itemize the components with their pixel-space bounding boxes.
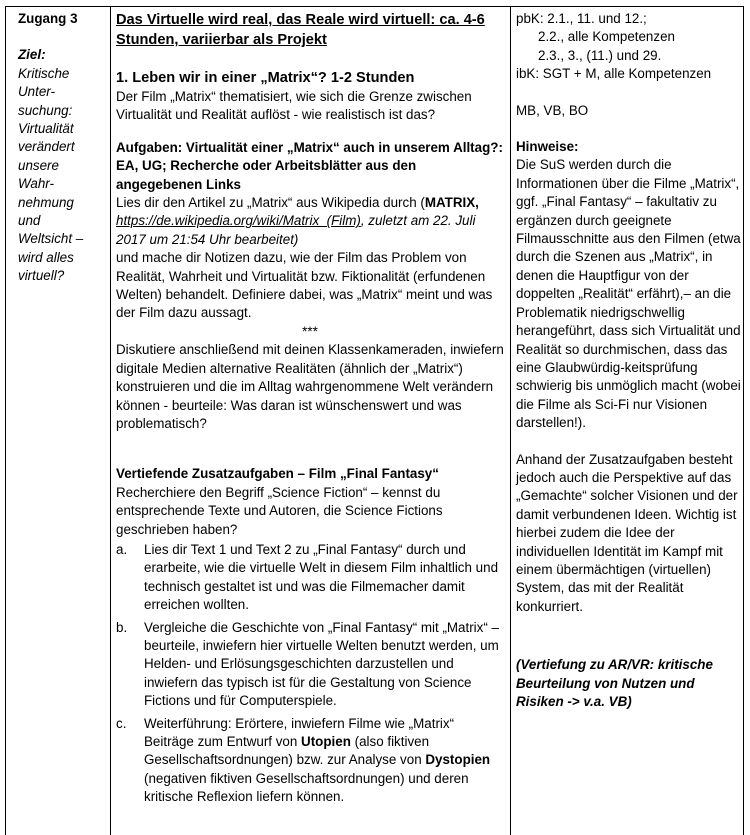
extra-task-list <box>116 541 504 807</box>
discussion-task: Diskutiere anschließend mit deinen Klassenkameraden, inwiefern digitale Medien alternative Realitäten (ähnlich der „Matrix“) konstruieren und die im Alltag wahrgenommene Welt verändern können - beurteile: Was daran ist wünschenswert und was problematisch? <box>116 342 504 431</box>
pbk-line-2: 2.2., alle Kompetenzen <box>538 29 675 45</box>
wikipedia-link[interactable]: https://de.wikipedia.org/wiki/Matrix_(Film) <box>116 213 361 229</box>
list-marker: b. <box>116 619 128 635</box>
hinweise-label: Hinweise: <box>516 139 579 155</box>
column-divider-1 <box>110 6 111 835</box>
task-read-rest: und mache dir Notizen dazu, wie der Film das Problem von Realität, Wahrheit und Virtualität bzw. Fiktionalität (erfundenen Welten) behandelt. Definiere dabei, was „Matrix“ meint und was der Film dazu aussagt. <box>116 250 493 321</box>
list-item <box>116 715 504 807</box>
section-1-intro: Der Film „Matrix“ thematisiert, wie sich die Grenze zwischen Virtualität und Realität auflöst - wie realistisch ist das? <box>116 89 472 123</box>
section-1-heading: 1. Leben wir in einer „Matrix“? 1-2 Stunden <box>116 70 415 86</box>
zugang-label: Zugang 3 <box>18 11 78 26</box>
ziel-line: und <box>18 213 41 229</box>
table-top-border <box>5 6 743 7</box>
task-read-prefix: Lies dir den Artikel zu „Matrix“ aus Wikipedia durch ( <box>116 195 425 211</box>
ibk-line: ibK: SGT + M, alle Kompetenzen <box>516 66 712 82</box>
list-item-text: Lies dir Text 1 und Text 2 zu „Final Fantasy“ durch und erarbeite, wie die virtuelle Welt in diesem Film inhaltlich und technisch gestaltet ist und was die Filmemacher damit erreichen wollten. <box>144 541 499 613</box>
vertiefung-note: (Vertiefung zu AR/VR: kritische Beurteilung von Nutzen und Risiken -> v.a. VB) <box>516 657 713 709</box>
dystopien-term: Dystopien <box>425 752 491 768</box>
ziel-line: Virtualität <box>18 121 74 137</box>
list-marker: a. <box>116 541 128 557</box>
list-item <box>116 619 504 711</box>
ziel-line: virtuell? <box>18 268 65 284</box>
zusatz-text: Anhand der Zusatzaufgaben besteht jedoch auch die Perspektive auf das „Gemachte“ solcher Visionen und der damit verbundenen Ideen. Wichtig ist hierbei zudem die Idee der individuellen Identität im Kampf mit einem übermächtigen (virtuellen) System, das mit der Realität konkurriert. <box>516 451 738 614</box>
table-right-border <box>743 6 744 835</box>
ziel-line: wird alles <box>18 249 74 265</box>
task-read-wikipedia <box>116 194 504 249</box>
separator: *** <box>302 323 318 339</box>
ziel-line: Wahr- <box>18 176 54 192</box>
ziel-line: Weltsicht – <box>18 231 84 247</box>
task-read-date: , zuletzt am 22. Juli 2017 um 21:54 Uhr bearbeitet) <box>116 213 476 247</box>
list-item <box>116 541 504 615</box>
list-marker: c. <box>116 715 127 731</box>
column-content <box>116 10 504 807</box>
ziel-line: suchung: <box>18 102 73 118</box>
pbk-line-1: pbK: 2.1., 11. und 12.; <box>516 11 647 26</box>
ziel-line: nehmung <box>18 194 74 210</box>
item-c-part3: (negativen fiktiven Gesellschaftsordnungen) und deren kritische Reflexion liefern können. <box>144 770 469 805</box>
subject-codes: MB, VB, BO <box>516 102 589 118</box>
item-c-part2: (also fiktiven Gesellschaftsordnungen) bzw. zur Analyse von <box>144 734 430 768</box>
tasks-heading: Aufgaben: Virtualität einer „Matrix“ auch in unserem Alltag?: EA, UG; Recherche oder Arbeitsblätter aus den angegebenen Links <box>116 139 503 192</box>
ziel-line: Unter- <box>18 84 55 100</box>
extra-intro: Recherchiere den Begriff „Science Fiction“ – kennst du entsprechende Texte und Autoren, die Science Fictions geschrieben haben? <box>116 484 443 537</box>
title-line-2: Stunden, variierbar als Projekt <box>116 32 327 48</box>
table-left-border <box>5 6 6 835</box>
ziel-line: verändert <box>18 139 75 155</box>
column-zugang <box>18 10 108 286</box>
extra-heading: Vertiefende Zusatzaufgaben – Film „Final Fantasy“ <box>116 466 439 482</box>
hinweise-text: Die SuS werden durch die Informationen über die Filme „Matrix“, ggf. „Final Fantasy“ – fakultativ zu ergänzen durch geeignete Filmausschnitte aus den Filmen (etwa durch die Szenen aus „Matrix“, in denen die Hauptfigur von der doppelten „Realität“ erfährt),– an die Problematik niedrigschwellig herangeführt, dass sich Virtualität und Realität so durchmischen, dass das eine Glaubwürdig-keitsprüfung schwierig bis unmöglich macht (wobei die Filme als Sci-Fi nur Visionen darstellen!). <box>516 157 741 431</box>
ziel-line: unsere <box>18 157 59 173</box>
item-c-part1: Weiterführung: Erörtere, inwiefern Filme wie „Matrix“ Beiträge zum Entwurf von <box>144 715 455 749</box>
pbk-line-3: 2.3., 3., (11.) und 29. <box>538 47 662 63</box>
title-line-1: Das Virtuelle wird real, das Reale wird virtuell: ca. 4-6 <box>116 12 485 28</box>
list-item-text: Vergleiche die Geschichte von „Final Fantasy“ mit „Matrix“ – beurteile, inwiefern hier virtuelle Welten benutzt werden, um Helden- und Erlösungsgeschichten darzustellen und inwiefern das typisch ist für die Gestaltung von Science Fictions und für Computerspiele. <box>144 619 499 709</box>
column-kompetenzen <box>516 10 742 711</box>
ziel-line: Kritische <box>18 65 70 81</box>
utopien-term: Utopien <box>301 734 351 749</box>
ziel-label: Ziel: <box>18 47 46 63</box>
task-read-source: MATRIX, <box>424 195 479 211</box>
ziel-text <box>18 65 108 286</box>
column-divider-2 <box>510 6 511 835</box>
